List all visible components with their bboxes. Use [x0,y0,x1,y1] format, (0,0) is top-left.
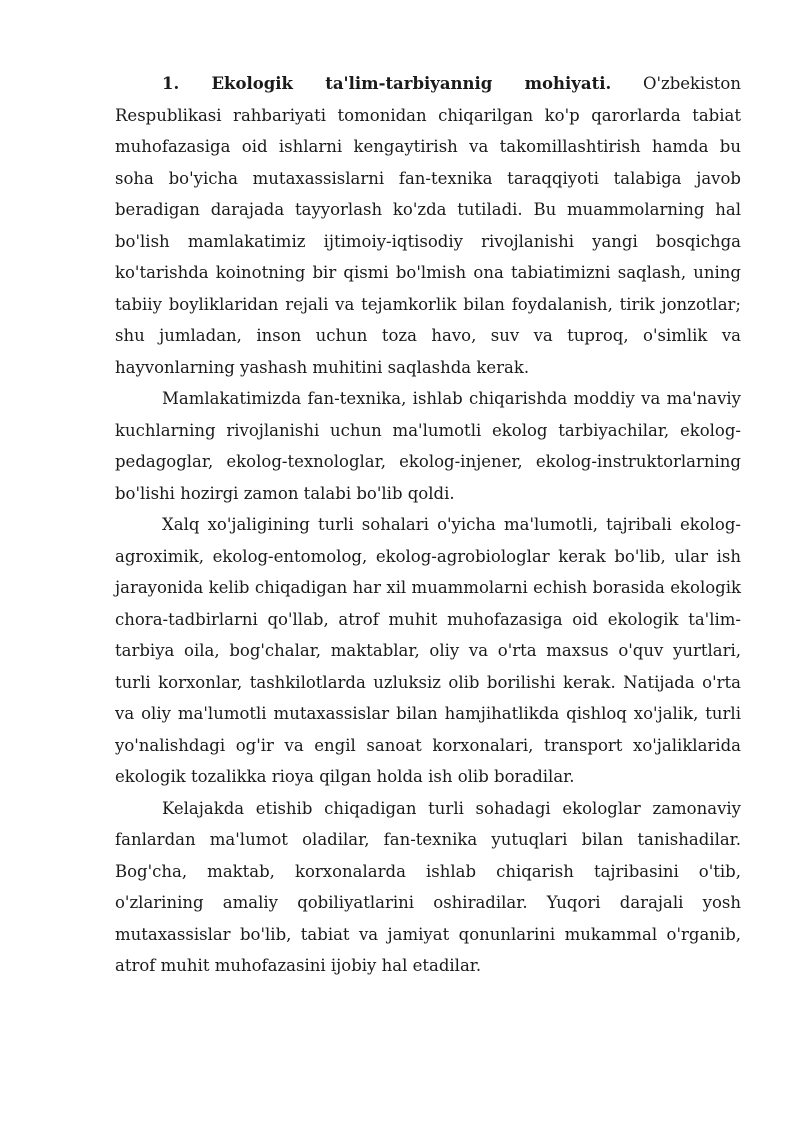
paragraph-2: Mamlakatimizda fan-texnika, ishlab chiqarishda moddiy va ma'naviy kuchlarning rivojlanishi uchun ma'lumotli ekolog tarbiyachilar, ekolog-pedagoglar, ekolog-texnologlar, ekolog-injener, ekolog-instruktorlarning bo'lishi hozirgi zamon talabi bo'lib qoldi. [115,389,741,503]
paragraph-4: Kelajakda etishib chiqadigan turli sohadagi ekologlar zamonaviy fanlardan ma'lumot oladilar, fan-texnika yutuqlari bilan tanishadilar. Bog'cha, maktab, korxonalarda ishlab chiqarish tajribasini o'tib, o'zlarining amaliy qobiliyatlarini oshiradilar. Yuqori darajali yosh mutaxassislar bo'lib, tabiat va jamiyat qonunlarini mukammal o'rganib, atrof muhit muhofazasini ijobiy hal etadilar. [115,798,741,975]
paragraph-1 [115,68,741,383]
document-page [115,68,741,982]
paragraph-3: Xalq xo'jaligining turli sohalari o'yicha ma'lumotli, tajribali ekolog-agroximik, ekolog-entomolog, ekolog-agrobiologlar kerak bo'lib, ular ish jarayonida kelib chiqadigan har xil muammolarni echish borasida ekologik chora-tadbirlarni qo'llab, atrof muhit muhofazasiga oid ekologik ta'lim-tarbiya oila, bog'chalar, maktablar, oliy va o'rta maxsus o'quv yurtlari, turli korxonlar, tashkilotlarda uzluksiz olib borilishi kerak. Natijada o'rta va oliy ma'lumotli mutaxassislar bilan hamjihatlikda qishloq xo'jalik, turli yo'nalishdagi og'ir va engil sanoat korxonalari, transport xo'jaliklarida ekologik tozalikka rioya qilgan holda ish olib boradilar. [115,515,741,786]
section-heading: 1. Ekologik ta'lim-tarbiyannig mohiyati. [162,74,612,93]
paragraph-1-text: O'zbekiston Respublikasi rahbariyati tomonidan chiqarilgan ko'p qarorlarda tabiat muhofazasiga oid ishlarni kengaytirish va takomillashtirish hamda bu soha bo'yicha mutaxassislarni fan-texnika taraqqiyoti talabiga javob beradigan darajada tayyorlash ko'zda tutiladi. Bu muammolarning hal bo'lish mamlakatimiz ijtimoiy-iqtisodiy rivojlanishi yangi bosqichga ko'tarishda koinotning bir qismi bo'lmish ona tabiatimizni saqlash, uning tabiiy boyliklaridan rejali va tejamkorlik bilan foydalanish, tirik jonzotlar; shu jumladan, inson uchun toza havo, suv va tuproq, o'simlik va hayvonlarning yashash muhitini saqlashda kerak. [115,74,741,377]
